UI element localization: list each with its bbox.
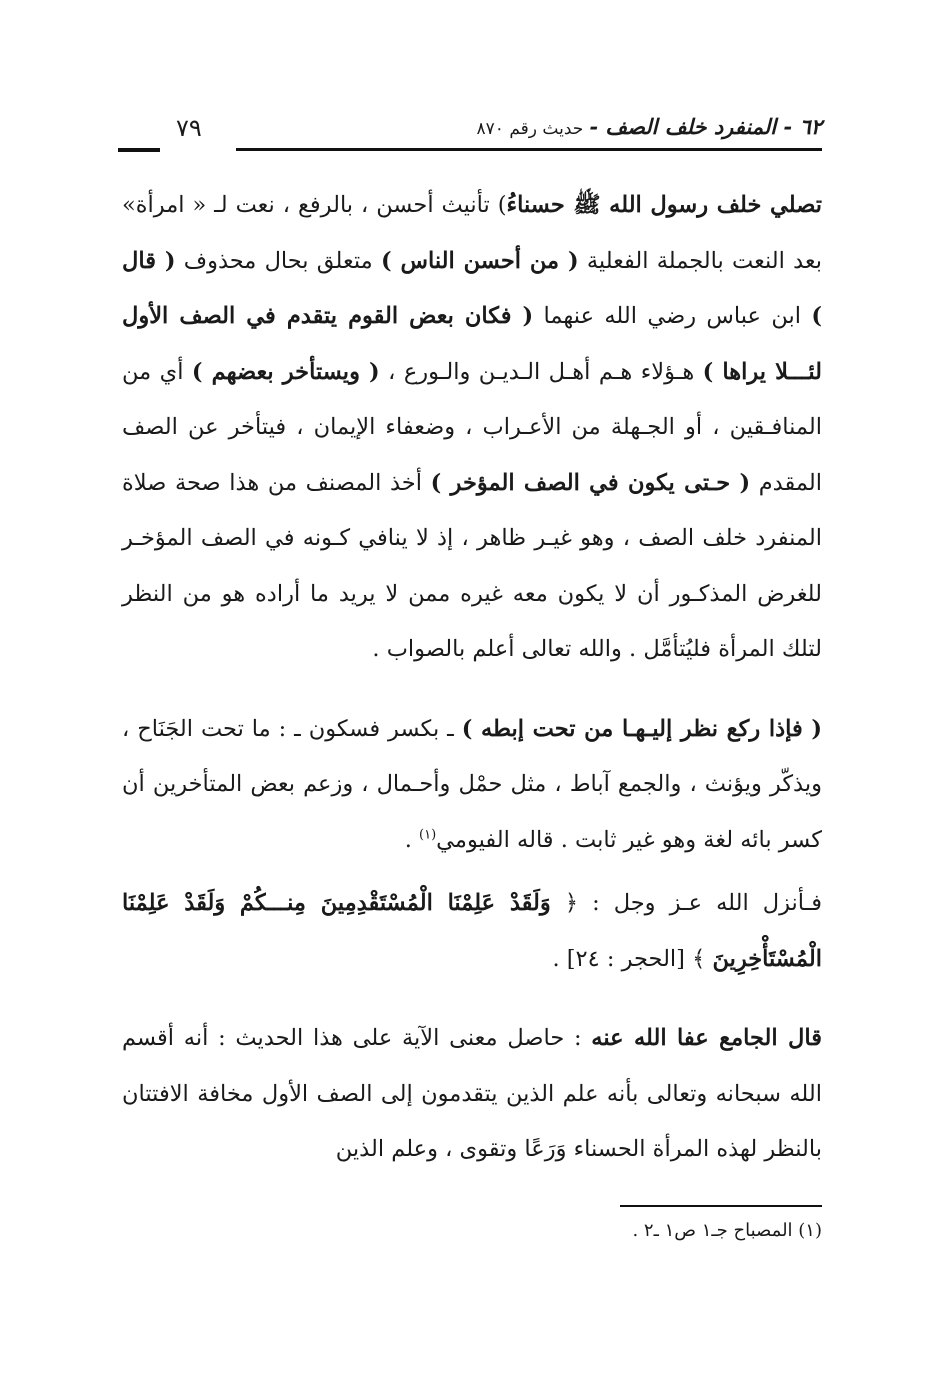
text-segment: : حاصل معنى الآية على هذا الحديث : أنه أقسم الله سبحانه وتعالى بأنه علم الذين يتقدمون إلى الصف الأول مخافة الافتتان بالنظر لهذه المرأة الحسناء وَرَعًا وتقوى ، وعلم الذين <box>122 1025 822 1162</box>
bold-text-segment: تصلي خلف رسول الله ﷺ حسناءُ <box>506 192 822 218</box>
paragraph-2 <box>122 702 822 869</box>
header-rule <box>236 148 822 151</box>
text-segment: ﴾ [الحجر : ٢٤] . <box>552 945 713 972</box>
chapter-title: ٦٢ - المنفرد خلف الصف - <box>589 114 822 139</box>
bold-text-segment: وَلَقَدْ عَلِمْنَا الْمُسْتَقْدِمِينَ مِنـــكُمْ وَلَقَدْ عَلِمْنَا الْمُسْتَأْخِرِينَ <box>122 890 822 972</box>
header-title <box>477 114 822 139</box>
text-segment: ابن عباس رضي الله عنهما <box>533 303 812 329</box>
bold-text-segment: ( من أحسن الناس ) <box>380 247 579 274</box>
footnote: (١) المصباح جـ١ ص١ ـ٢ . <box>632 1220 822 1241</box>
text-segment: ) تأنيث أحسن ، بالرفع ، نعت لـ « امرأة» بعد النعت بالجملة الفعلية <box>122 192 822 274</box>
footnote-marker: (١) <box>419 827 437 842</box>
page-number: ٧٩ <box>176 114 202 142</box>
main-text <box>122 178 822 1178</box>
hadith-reference: حديث رقم ٨٧٠ <box>476 119 584 139</box>
header-dash <box>118 148 160 152</box>
bold-text-segment: ( قال ) <box>122 247 823 329</box>
paragraph-4 <box>122 1011 822 1178</box>
text-segment: ـ بكسر فسكون ـ : ما تحت الجَنَاح ، ويذكّر ويؤنث ، والجمع آباط ، مثل حمْل وأحـمال ، وزعم بعض المتأخرين أن كسر بائه لغة وهو غير ثابت . قاله الفيومي <box>122 715 822 853</box>
bold-text-segment: ( فكان بعض القوم يتقدم في الصف الأول لئـــلا يراها ) <box>122 303 823 385</box>
bold-text-segment: ( حـتى يكون في الصف المؤخر ) <box>430 469 751 496</box>
text-segment: هـؤلاء هـم أهـل الـديـن والـورع ، <box>379 358 703 385</box>
text-segment: أخذ المصنف من هذا صحة صلاة المنفرد خلف الصف ، وهو غيـر ظاهر ، إذ لا ينافي كـونه في الصف المؤخـر للغرض المذكـور أن لا يكون معه غيره ممن لا يريد ما أراده هو من النظر لتلك المرأة فليُتأمَّل . والله تعالى أعلم بالصواب . <box>122 469 822 662</box>
text-segment: فـأنزل الله عـز وجل : ﴿ <box>550 890 822 916</box>
bold-text-segment: ( فإذا ركع نظر إليـهـا من تحت إبطه ) <box>461 715 822 742</box>
bold-text-segment: ( ويستأخر بعضهم ) <box>191 358 380 385</box>
footnote-rule <box>620 1205 822 1207</box>
text-segment: متعلق بحال محذوف <box>175 247 381 274</box>
paragraph-1 <box>122 178 822 678</box>
text-segment: أي من المنافـقين ، أو الجـهلة من الأعـراب ، وضعفاء الإيمان ، فيتأخر عن الصف المقدم <box>122 358 822 496</box>
running-header <box>118 108 822 158</box>
bold-text-segment: قال الجامع عفا الله عنه <box>591 1025 822 1051</box>
paragraph-3 <box>122 876 822 987</box>
text-segment: . <box>404 826 420 853</box>
